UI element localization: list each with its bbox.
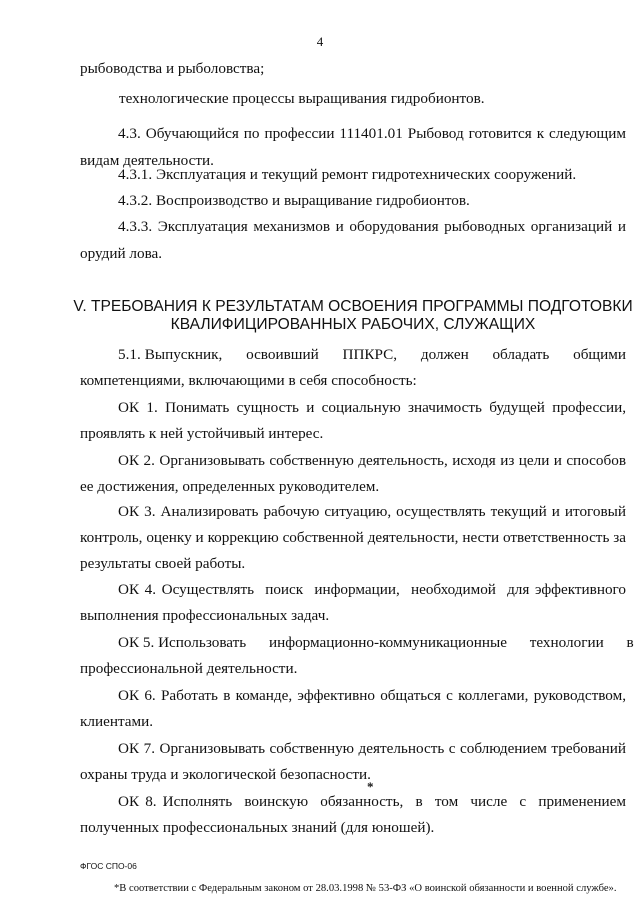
- text-line: выполнения профессиональных задач.: [80, 607, 330, 624]
- text-line: охраны труда и экологической безопасности.: [80, 766, 371, 783]
- text-line: 5.1. Выпускник, освоивший ППКРС, должен обладать общими: [118, 346, 626, 363]
- section-heading-line2: КВАЛИФИЦИРОВАННЫХ РАБОЧИХ, СЛУЖАЩИХ: [170, 316, 536, 333]
- text-line: 4.3.3. Эксплуатация механизмов и оборудования рыбоводных организаций и: [118, 218, 626, 235]
- competency-ok5: ОК 5. Использовать информационно-коммуникационные технологии в: [118, 634, 634, 651]
- text-line: видам деятельности.: [80, 152, 214, 169]
- text-line: 4.3.1. Эксплуатация и текущий ремонт гидротехнических сооружений.: [118, 166, 577, 183]
- text-line: проявлять к ней устойчивый интерес.: [80, 425, 324, 442]
- text-line: клиентами.: [80, 713, 154, 730]
- competency-ok2: ОК 2. Организовывать собственную деятельность, исходя из цели и способов: [118, 452, 626, 469]
- page-number: 4: [316, 34, 324, 49]
- competency-ok8: ОК 8. Исполнять воинскую обязанность, в том числе с применением: [118, 793, 626, 810]
- footnote: *В соответствии с Федеральным законом от 28.03.1998 № 53-ФЗ «О воинской обязанности и военной службе».: [114, 883, 617, 894]
- text-line: 4.3. Обучающийся по профессии 111401.01 Рыбовод готовится к следующим: [118, 125, 626, 142]
- text-line: 4.3.2. Воспроизводство и выращивание гидробионтов.: [118, 192, 470, 209]
- competency-ok7: ОК 7. Организовывать собственную деятельность с соблюдением требований: [118, 740, 626, 757]
- text-line: контроль, оценку и коррекцию собственной деятельности, нести ответственность за: [80, 529, 626, 546]
- section-heading-line1: V. ТРЕБОВАНИЯ К РЕЗУЛЬТАТАМ ОСВОЕНИЯ ПРОГРАММЫ ПОДГОТОВКИ: [73, 298, 633, 315]
- text-line: ее достижения, определенных руководителем.: [80, 478, 380, 495]
- document-code: ФГОС СПО-06: [80, 861, 137, 871]
- competency-ok3: ОК 3. Анализировать рабочую ситуацию, осуществлять текущий и итоговый: [118, 503, 626, 520]
- text-line: компетенциями, включающими в себя способность:: [80, 372, 417, 389]
- text-line: рыбоводства и рыболовства;: [80, 60, 265, 77]
- text-line: результаты своей работы.: [80, 555, 246, 572]
- text-line: профессиональной деятельности.: [80, 660, 298, 677]
- competency-ok4: ОК 4. Осуществлять поиск информации, необходимой для эффективного: [118, 581, 626, 598]
- footnote-asterisk: *: [367, 779, 374, 794]
- text-line: технологические процессы выращивания гидробионтов.: [119, 90, 485, 107]
- text-line: полученных профессиональных знаний (для юношей).: [80, 819, 435, 836]
- text-line: орудий лова.: [80, 245, 163, 262]
- competency-ok1: ОК 1. Понимать сущность и социальную значимость будущей профессии,: [118, 399, 626, 416]
- competency-ok6: ОК 6. Работать в команде, эффективно общаться с коллегами, руководством,: [118, 687, 626, 704]
